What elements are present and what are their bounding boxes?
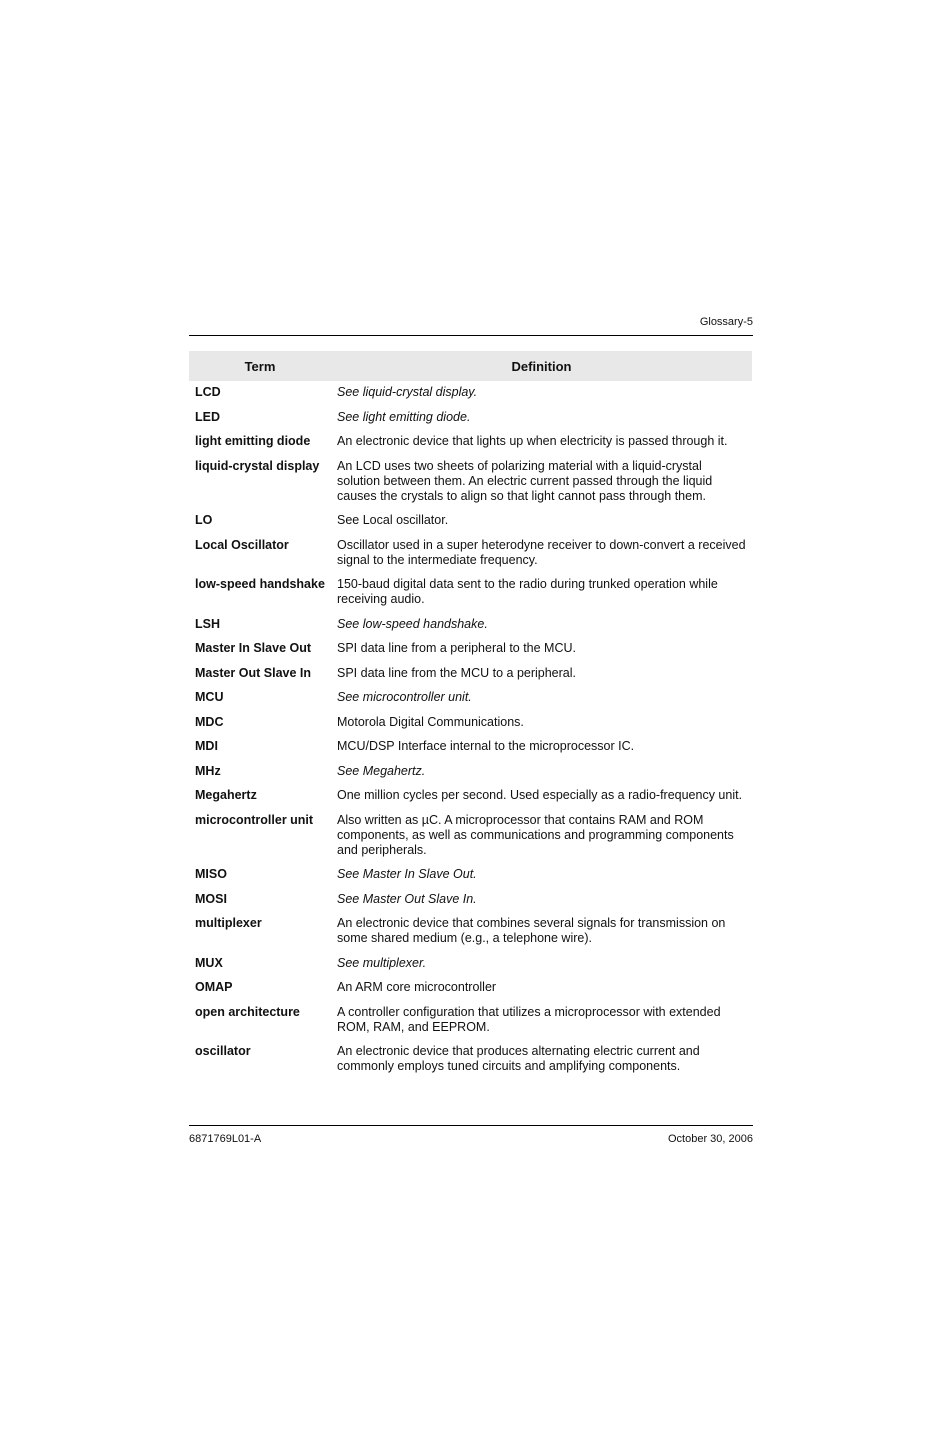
glossary-definition: An ARM core microcontroller xyxy=(337,980,497,994)
glossary-term: microcontroller unit xyxy=(195,812,314,827)
table-row xyxy=(189,572,752,612)
table-row xyxy=(189,661,752,686)
glossary-definition: SPI data line from a peripheral to the MCU. xyxy=(337,641,577,655)
table-row xyxy=(189,951,752,976)
glossary-term: low-speed handshake xyxy=(195,577,325,591)
glossary-definition: An LCD uses two sheets of polarizing material with a liquid-crystal solution between them. An electric current passed through the liquid causes the crystals to align so that light cannot pass through them. xyxy=(337,458,713,503)
glossary-term: MDI xyxy=(195,739,218,753)
document-date: October 30, 2006 xyxy=(667,1133,753,1145)
glossary-term: light emitting diode xyxy=(195,434,311,448)
glossary-definition: MCU/DSP Interface internal to the microprocessor IC. xyxy=(337,739,635,753)
glossary-definition: SPI data line from the MCU to a peripheral. xyxy=(337,665,577,680)
glossary-definition: A controller configuration that utilizes a microprocessor with extended ROM, RAM, and EEPROM. xyxy=(337,1004,721,1034)
table-row xyxy=(189,1039,752,1079)
table-row xyxy=(189,1000,752,1040)
glossary-definition: See multiplexer. xyxy=(337,955,427,970)
glossary-definition: See low-speed handshake. xyxy=(337,616,488,631)
glossary-definition: See Master In Slave Out. xyxy=(337,867,477,881)
glossary-definition: Motorola Digital Communications. xyxy=(337,714,524,729)
glossary-definition: 150-baud digital data sent to the radio during trunked operation while receiving audio. xyxy=(337,577,718,606)
glossary-term: liquid-crystal display xyxy=(195,458,320,473)
table-row xyxy=(189,429,752,454)
glossary-definition: An electronic device that lights up when electricity is passed through it. xyxy=(337,434,728,448)
table-row xyxy=(189,612,752,637)
table-row xyxy=(189,405,752,430)
glossary-term: MHz xyxy=(195,763,221,778)
table-row xyxy=(189,454,752,509)
glossary-term: LSH xyxy=(195,616,220,631)
glossary-term: LED xyxy=(195,409,220,424)
column-header-term: Term xyxy=(189,351,331,381)
glossary-term: Master Out Slave In xyxy=(195,665,312,680)
table-row xyxy=(189,734,752,759)
glossary-term: open architecture xyxy=(195,1004,300,1019)
table-row xyxy=(189,508,752,533)
column-header-definition: Definition xyxy=(331,351,752,381)
glossary-definition: Also written as µC. A microprocessor that contains RAM and ROM components, as well as communications and programming components and peripherals. xyxy=(337,812,734,857)
table-row xyxy=(189,685,752,710)
table-row xyxy=(189,533,752,573)
glossary-term: multiplexer xyxy=(195,916,262,930)
glossary-definition: Oscillator used in a super heterodyne receiver to down-convert a received signal to the intermediate frequency. xyxy=(337,537,746,567)
table-row xyxy=(189,759,752,784)
table-header-row xyxy=(189,351,752,381)
glossary-body xyxy=(189,381,752,1079)
glossary-term: oscillator xyxy=(195,1044,251,1058)
glossary-definition: See microcontroller unit. xyxy=(337,690,472,704)
table-row xyxy=(189,636,752,661)
document-number: 6871769L01-A xyxy=(189,1133,262,1145)
glossary-term: Megahertz xyxy=(195,788,257,802)
glossary-term: OMAP xyxy=(195,980,233,994)
table-row xyxy=(189,808,752,863)
table-row xyxy=(189,975,752,1000)
glossary-term: MUX xyxy=(195,955,223,970)
glossary-term: LO xyxy=(195,513,213,527)
table-row xyxy=(189,783,752,808)
glossary-definition: See Megahertz. xyxy=(337,763,426,778)
glossary-definition: See Local oscillator. xyxy=(337,513,449,527)
table-row xyxy=(189,710,752,735)
glossary-term: MCU xyxy=(195,690,224,704)
page-footer xyxy=(189,1125,753,1146)
page-number: Glossary-5 xyxy=(699,316,753,328)
glossary-definition: An electronic device that produces alternating electric current and commonly employs tuned circuits and amplifying components. xyxy=(337,1044,700,1073)
glossary-definition: See liquid-crystal display. xyxy=(337,385,478,399)
table-row xyxy=(189,911,752,951)
glossary-term: LCD xyxy=(195,385,221,399)
glossary-definition: One million cycles per second. Used especially as a radio-frequency unit. xyxy=(337,788,743,802)
glossary-term: Local Oscillator xyxy=(195,537,289,552)
glossary-term: MISO xyxy=(195,867,227,881)
glossary-term: MDC xyxy=(195,714,224,729)
glossary-term: MOSI xyxy=(195,891,227,906)
table-row xyxy=(189,381,752,405)
table-row xyxy=(189,887,752,912)
glossary-definition: See Master Out Slave In. xyxy=(337,891,477,906)
glossary-term: Master In Slave Out xyxy=(195,641,312,655)
glossary-definition: See light emitting diode. xyxy=(337,409,471,424)
glossary-definition: An electronic device that combines several signals for transmission on some shared medium (e.g., a telephone wire). xyxy=(337,916,726,945)
page-header xyxy=(189,316,753,336)
table-row xyxy=(189,862,752,887)
glossary-table xyxy=(189,351,752,1079)
